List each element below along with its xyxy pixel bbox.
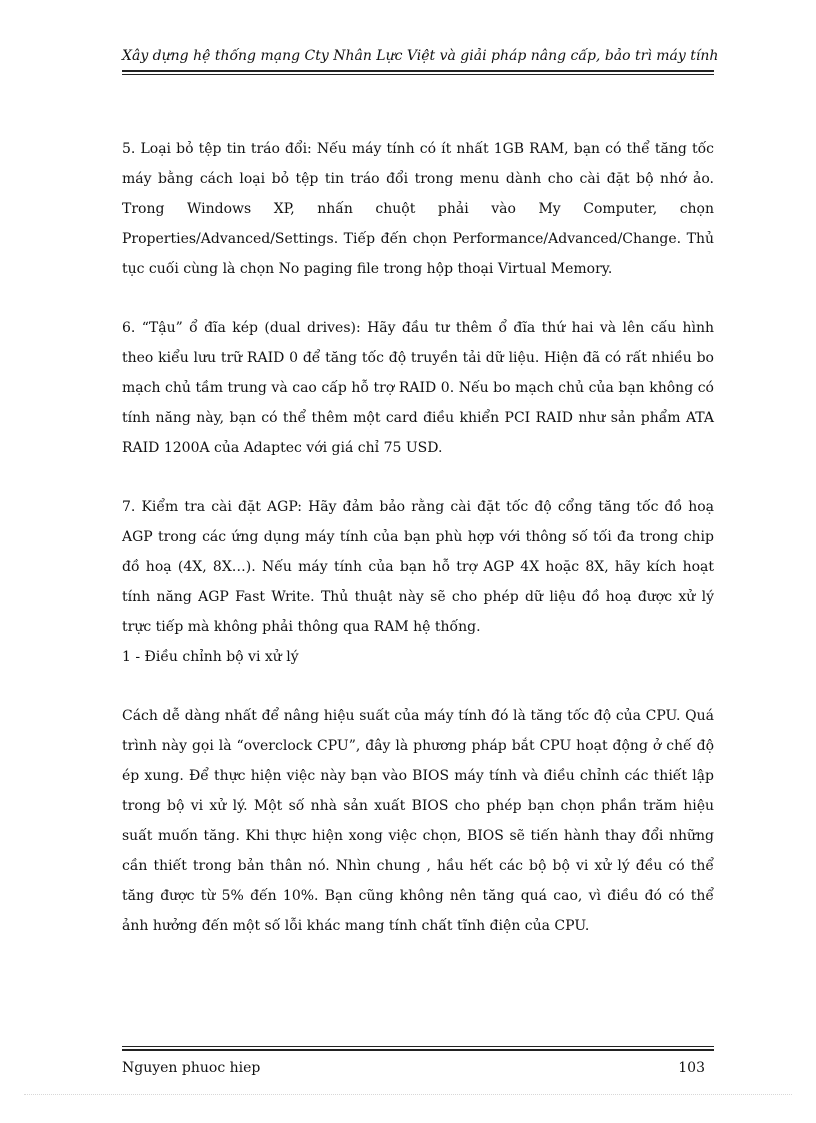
header-rule-thick (122, 70, 714, 72)
section-heading-cpu: 1 - Điều chỉnh bộ vi xử lý (122, 649, 299, 665)
paragraph-dual-drives: 6. “Tậu” ổ đĩa kép (dual drives): Hãy đầu tư thêm ổ đĩa thứ hai và lên cấu hình theo kiểu lưu trữ RAID 0 để tăng tốc độ truyền tải dữ liệu. Hiện đã có rất nhiều bo mạch chủ tầm trung và cao cấp hỗ trợ RAID 0. Nếu bo mạch chủ của bạn không có tính năng này, bạn có thể thêm một card điều khiển PCI RAID như sản phẩm ATA RAID 1200A của Adaptec với giá chỉ 75 USD. (122, 320, 714, 456)
header-title: Xây dựng hệ thống mạng Cty Nhân Lực Việt và giải pháp nâng cấp, bảo trì máy tính (122, 48, 719, 64)
page-number: 103 (678, 1060, 705, 1076)
footer-rule-thick (122, 1049, 714, 1051)
page-bottom-edge (24, 1094, 792, 1095)
paragraph-agp-settings: 7. Kiểm tra cài đặt AGP: Hãy đảm bảo rằng cài đặt tốc độ cổng tăng tốc đồ hoạ AGP trong các ứng dụng máy tính của bạn phù hợp với thông số tối đa trong chip đồ hoạ (4X, 8X…). Nếu máy tính của bạn hỗ trợ AGP 4X hoặc 8X, hãy kích hoạt tính năng AGP Fast Write. Thủ thuật này sẽ cho phép dữ liệu đồ hoạ được xử lý trực tiếp mà không phải thông qua RAM hệ thống. (122, 499, 714, 635)
footer-author: Nguyen phuoc hiep (122, 1060, 261, 1076)
paragraph-remove-swap-file: 5. Loại bỏ tệp tin tráo đổi: Nếu máy tính có ít nhất 1GB RAM, bạn có thể tăng tốc máy bằng cách loại bỏ tệp tin tráo đổi trong menu dành cho cài đặt bộ nhớ ảo. Trong Windows XP, nhấn chuột phải vào My Computer, chọn Properties/Advanced/Settings. Tiếp đến chọn Performance/Advanced/Change. Thủ tục cuối cùng là chọn No paging file trong hộp thoại Virtual Memory. (122, 141, 714, 277)
paragraph-overclock-cpu: Cách dễ dàng nhất để nâng hiệu suất của máy tính đó là tăng tốc độ của CPU. Quá trình này gọi là “overclock CPU”, đây là phương pháp bắt CPU hoạt động ở chế độ ép xung. Để thực hiện việc này bạn vào BIOS máy tính và điều chỉnh các thiết lập trong bộ vi xử lý. Một số nhà sản xuất BIOS cho phép bạn chọn phần trăm hiệu suất muốn tăng. Khi thực hiện xong việc chọn, BIOS sẽ tiến hành thay đổi những cần thiết trong bản thân nó. Nhìn chung , hầu hết các bộ bộ vi xử lý đều có thể tăng được từ 5% đến 10%. Bạn cũng không nên tăng quá cao, vì điều đó có thể ảnh hưởng đến một số lỗi khác mang tính chất tĩnh điện của CPU. (122, 708, 714, 934)
header-rule-thin (122, 74, 714, 75)
footer-rule-thin (122, 1046, 714, 1047)
